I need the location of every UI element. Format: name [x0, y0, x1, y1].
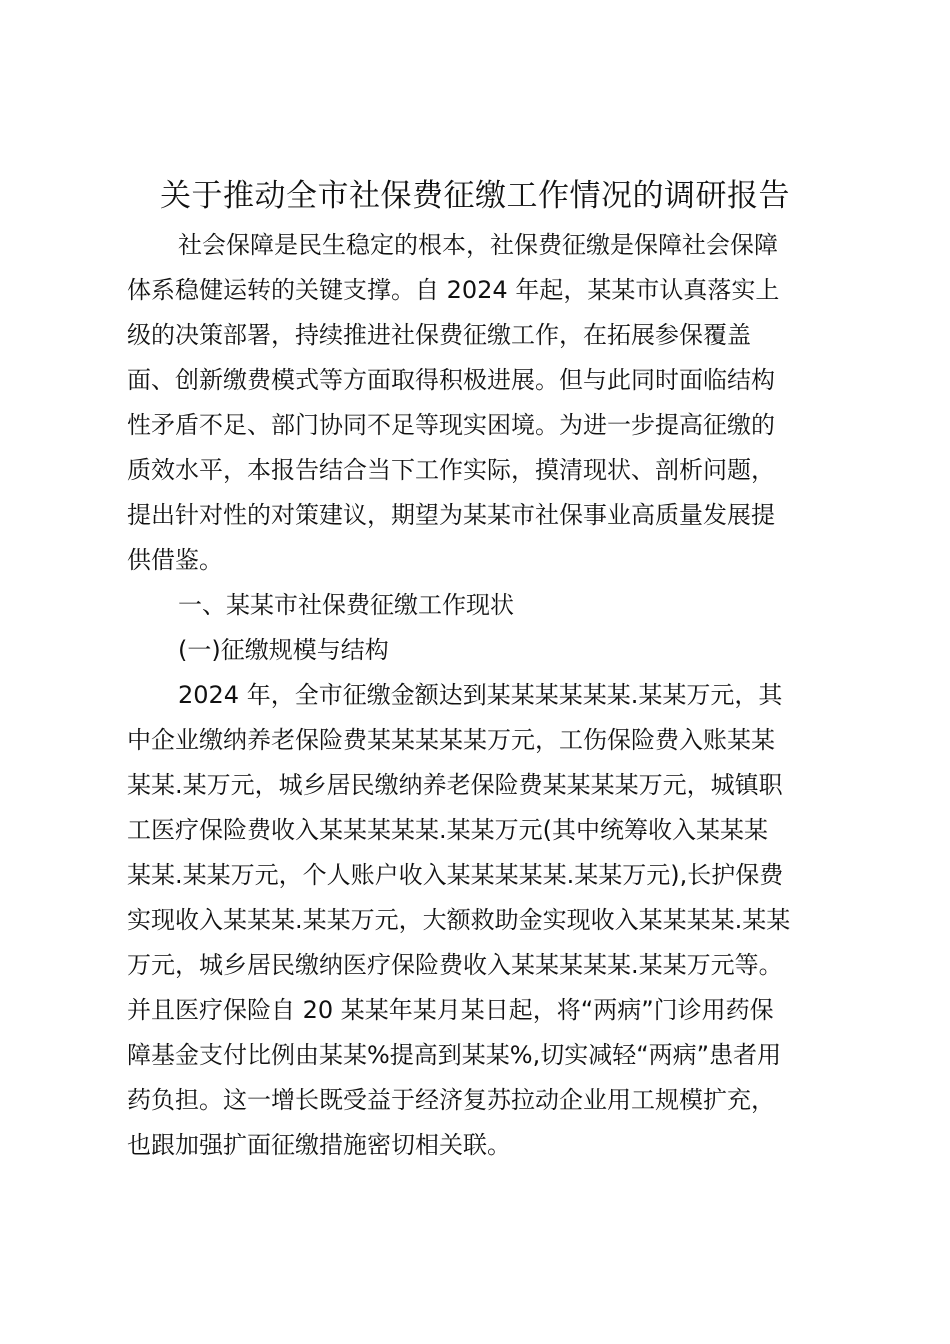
- intro-line: 体系稳健运转的关键支撑。自 2024 年起，某某市认真落实上: [127, 276, 780, 304]
- intro-line: 面、创新缴费模式等方面取得积极进展。但与此同时面临结构: [127, 366, 775, 394]
- body-line: 实现收入某某某.某某万元，大额救助金实现收入某某某某.某某: [127, 906, 791, 934]
- intro-line: 社会保障是民生稳定的根本，社保费征缴是保障社会保障: [178, 231, 778, 259]
- document-title: 关于推动全市社保费征缴工作情况的调研报告: [160, 178, 790, 214]
- body-line: 工医疗保险费收入某某某某某.某某万元(其中统筹收入某某某: [127, 816, 768, 844]
- body-line: 药负担。这一增长既受益于经济复苏拉动企业用工规模扩充，: [127, 1086, 775, 1114]
- intro-line: 级的决策部署，持续推进社保费征缴工作，在拓展参保覆盖: [127, 321, 751, 349]
- intro-line: 供借鉴。: [127, 546, 223, 574]
- body-line: 中企业缴纳养老保险费某某某某某万元，工伤保险费入账某某: [127, 726, 775, 754]
- body-line: 也跟加强扩面征缴措施密切相关联。: [127, 1131, 511, 1159]
- intro-line: 性矛盾不足、部门协同不足等现实困境。为进一步提高征缴的: [127, 411, 775, 439]
- body-line: 某某.某万元，城乡居民缴纳养老保险费某某某某万元，城镇职: [127, 771, 783, 799]
- subsection-heading: (一)征缴规模与结构: [178, 636, 389, 664]
- section-heading: 一、某某市社保费征缴工作现状: [178, 591, 514, 619]
- intro-line: 质效水平，本报告结合当下工作实际，摸清现状、剖析问题，: [127, 456, 775, 484]
- body-line: 某某.某某万元，个人账户收入某某某某某.某某万元),长护保费: [127, 861, 784, 889]
- body-line: 并且医疗保险自 20 某某年某月某日起，将“两病”门诊用药保: [127, 996, 774, 1024]
- body-line: 障基金支付比例由某某%提高到某某%,切实减轻“两病”患者用: [127, 1041, 782, 1069]
- body-line: 万元，城乡居民缴纳医疗保险费收入某某某某某.某某万元等。: [127, 951, 783, 979]
- intro-line: 提出针对性的对策建议，期望为某某市社保事业高质量发展提: [127, 501, 775, 529]
- body-line: 2024 年，全市征缴金额达到某某某某某某.某某万元，其: [178, 681, 783, 709]
